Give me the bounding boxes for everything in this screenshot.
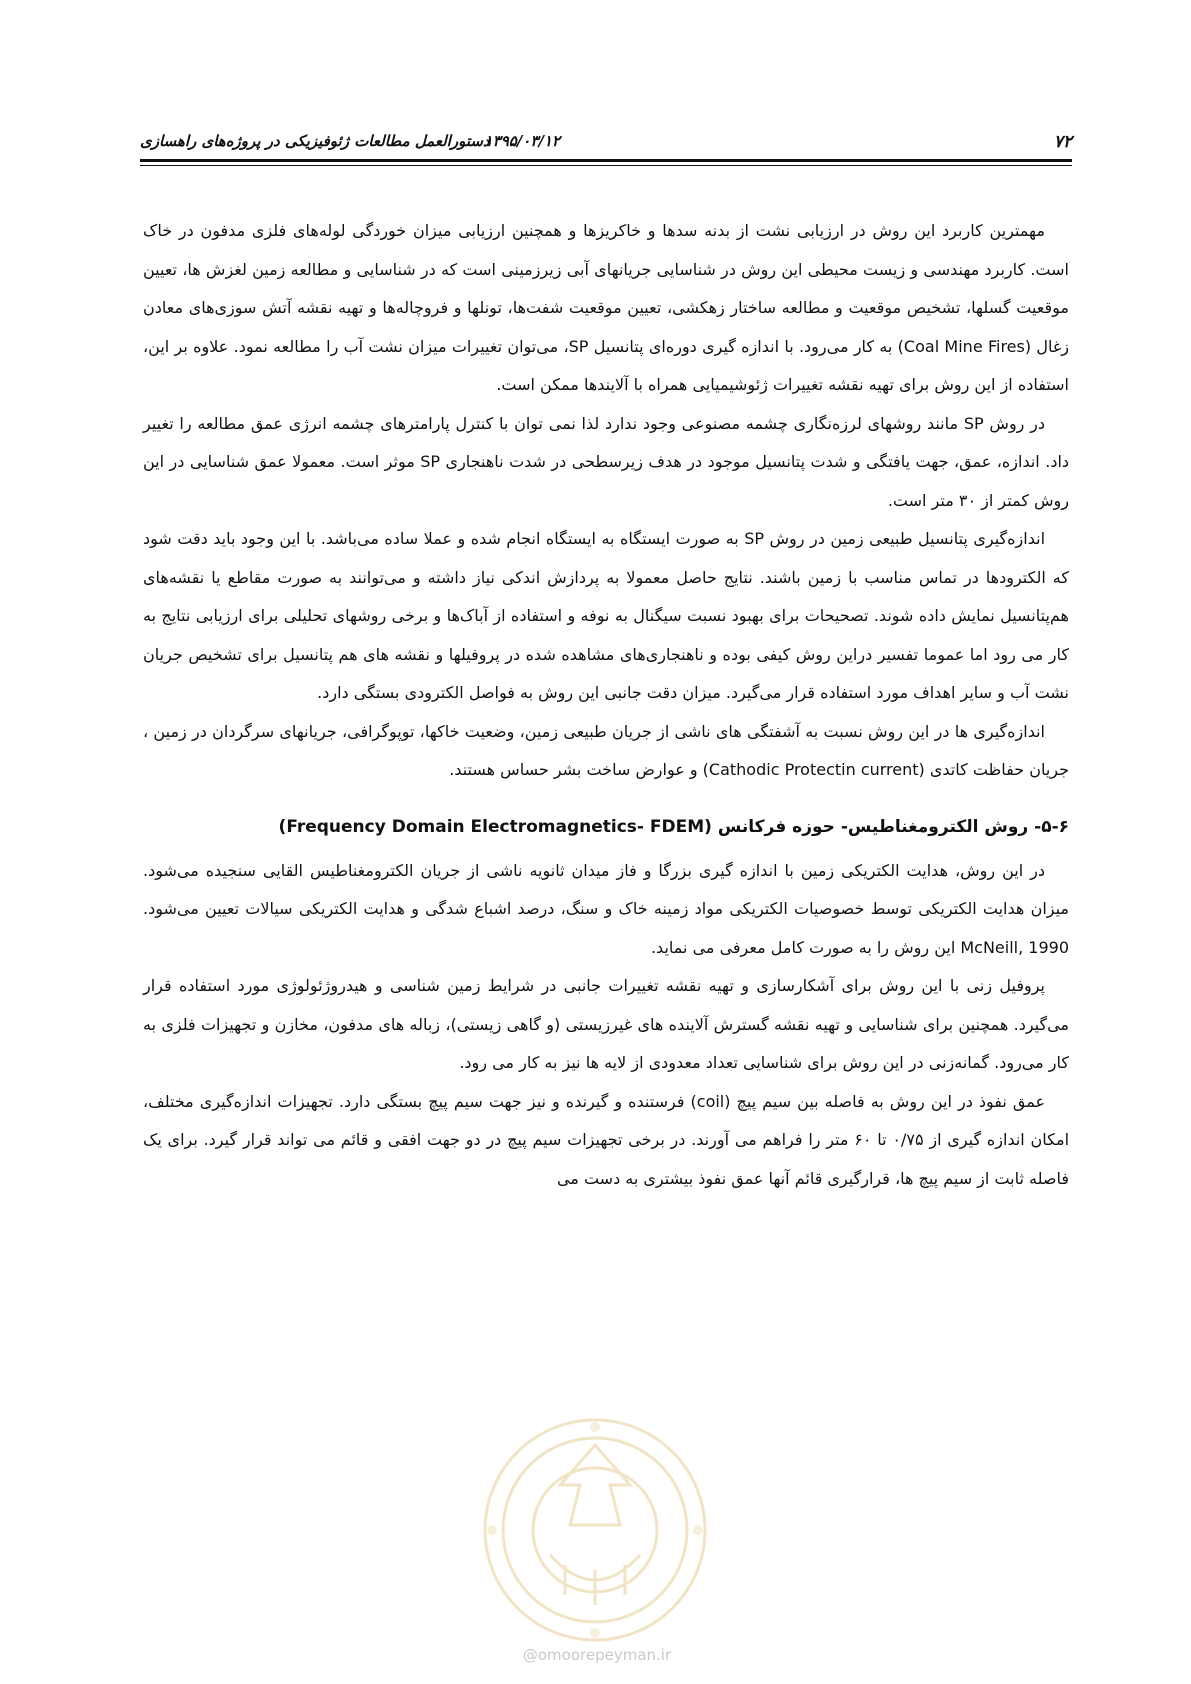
header-rule-thick	[140, 159, 1072, 162]
paragraph-sp-depth: در روش SP مانند روشهای لرزه‌نگاری چشمه مصنوعی وجود ندارد لذا نمی توان با کنترل پارامترهای چشمه انرژی عمق مطالعه را تغییر داد. اندازه، عمق، جهت یافتگی و شدت پتانسیل موجود در هدف زیرسطحی در شدت ناهنجاری SP موثر است. معمولا عمق شناسایی در این روش کمتر از ۳۰ متر است.	[143, 413, 1070, 510]
header-title: دستورالعمل مطالعات ژئوفیزیکی در پروژه‌های راهسازی	[140, 132, 490, 150]
paragraph-sp-measurement: اندازه‌گیری پتانسیل طبیعی زمین در روش SP به صورت ایستگاه به ایستگاه انجام شده و عملا ساده می‌باشد. با این وجود باید دقت شود که الکترودها در تماس مناسب با زمین باشند. نتایج حاصل معمولا به پردازش اندکی نیاز داشته و می‌توانند به صورت مقاطع یا نقشه‌های هم‌پتانسیل نمایش داده شوند. تصحیحات برای بهبود نسبت سیگنال به نوفه و استفاده از آباک‌ها و برخی روشهای تحلیلی برای ارزیابی نتایج به کار می رود اما عموما تفسیر دراین روش کیفی بوده و ناهنجاری‌های مشاهده شده در پروفیلها و نقشه های هم پتانسیل برای تشخیص جریان نشت آب و سایر اهداف مورد استفاده قرار می‌گیرد. میزان دقت جانبی این روش به فواصل الکترودی بستگی دارد.	[143, 529, 1069, 702]
paragraph-fdem-intro: در این روش، هدایت الکتریکی زمین با اندازه گیری بزرگا و فاز میدان ثانویه ناشی از جریان الکترومغناطیس القایی سنجیده می‌شود. میزان هدایت الکتریکی توسط خصوصیات الکتریکی مواد زمینه خاک و سنگ، درصد اشباع شدگی و هدایت الکتریکی سیالات تعیین می‌شود. McNeill, 1990 این روش را به صورت کامل معرفی می نماید.	[143, 860, 1069, 957]
footer-url: @omoorepeyman.ir	[522, 1646, 672, 1664]
paragraph-fdem-profiling: پروفیل زنی با این روش برای آشکارسازی و تهیه نقشه تغییرات جانبی در شرایط زمین شناسی و هیدروژئولوژی مورد استفاده قرار می‌گیرد. همچنین برای شناسایی و تهیه نقشه گسترش آلاینده های غیرزیستی (و گاهی زیستی)، زباله های مدفون، مخازن و تجهیزات فلزی به کار می‌رود. گمانه‌زنی در این روش برای شناسایی تعداد معدودی از لایه ها نیز به کار می رود.	[143, 976, 1069, 1072]
seal-emblem-icon	[470, 1405, 720, 1655]
paragraph-sp-sensitivity: اندازه‌گیری ها در این روش نسبت به آشفتگی های ناشی از جریان طبیعی زمین، وضعیت خاکها، توپوگرافی، جریانهای سرگردان در زمین ، جریان حفاظت کاتدی (Cathodic Protectin current) و عوارض ساخت بشر حساس هستند.	[143, 721, 1069, 779]
header-rule-thin	[140, 165, 1072, 166]
page-number: ۷۲	[1053, 132, 1072, 152]
page-body	[143, 212, 1069, 1198]
paragraph-sp-applications: مهمترین کاربرد این روش در ارزیابی نشت از بدنه سدها و خاکریزها و همچنین ارزیابی میزان خوردگی لوله‌های فلزی مدفون در خاک است. کاربرد مهندسی و زیست محیطی این روش در شناسایی جریانهای آبی زیرزمینی است که در شناسایی و مطالعه زمین لغزش ها، تعیین موقعیت گسلها، تشخیص موقعیت و مطالعه ساختار زهکشی، تعیین موقعیت شفت‌ها، تونلها و فروچاله‌ها و تهیه نقشه آتش سوزی‌های معادن زغال (Coal Mine Fires) به کار می‌رود. با اندازه گیری دوره‌ای پتانسیل SP، می‌توان تغییرات میزان نشت آب را مطالعه نمود. علاوه بر این، استفاده از این روش برای تهیه نقشه تغییرات ژئوشیمیایی همراه با آلایندها ممکن است.	[143, 221, 1069, 394]
header-date: ۱۳۹۵/۰۳/۱۲	[484, 132, 560, 150]
section-heading-fdem: ۵-۶- روش الکترومغناطیس- حوزه فرکانس (Frequency Domain Electromagnetics- FDEM)	[278, 816, 1069, 837]
paragraph-fdem-depth: عمق نفوذ در این روش به فاصله بین سیم پیچ (coil) فرستنده و گیرنده و نیز جهت سیم پیچ بستگی دارد. تجهیزات اندازه‌گیری مختلف، امکان اندازه گیری از ۰/۷۵ تا ۶۰ متر را فراهم می آورند. در برخی تجهیزات سیم پیچ در دو جهت افقی و قائم می تواند قرار گیرد. برای یک فاصله ثابت از سیم پیچ ها، قرارگیری قائم آنها عمق نفوذ بیشتری به دست می	[143, 1091, 1070, 1188]
page-header	[140, 128, 1072, 156]
